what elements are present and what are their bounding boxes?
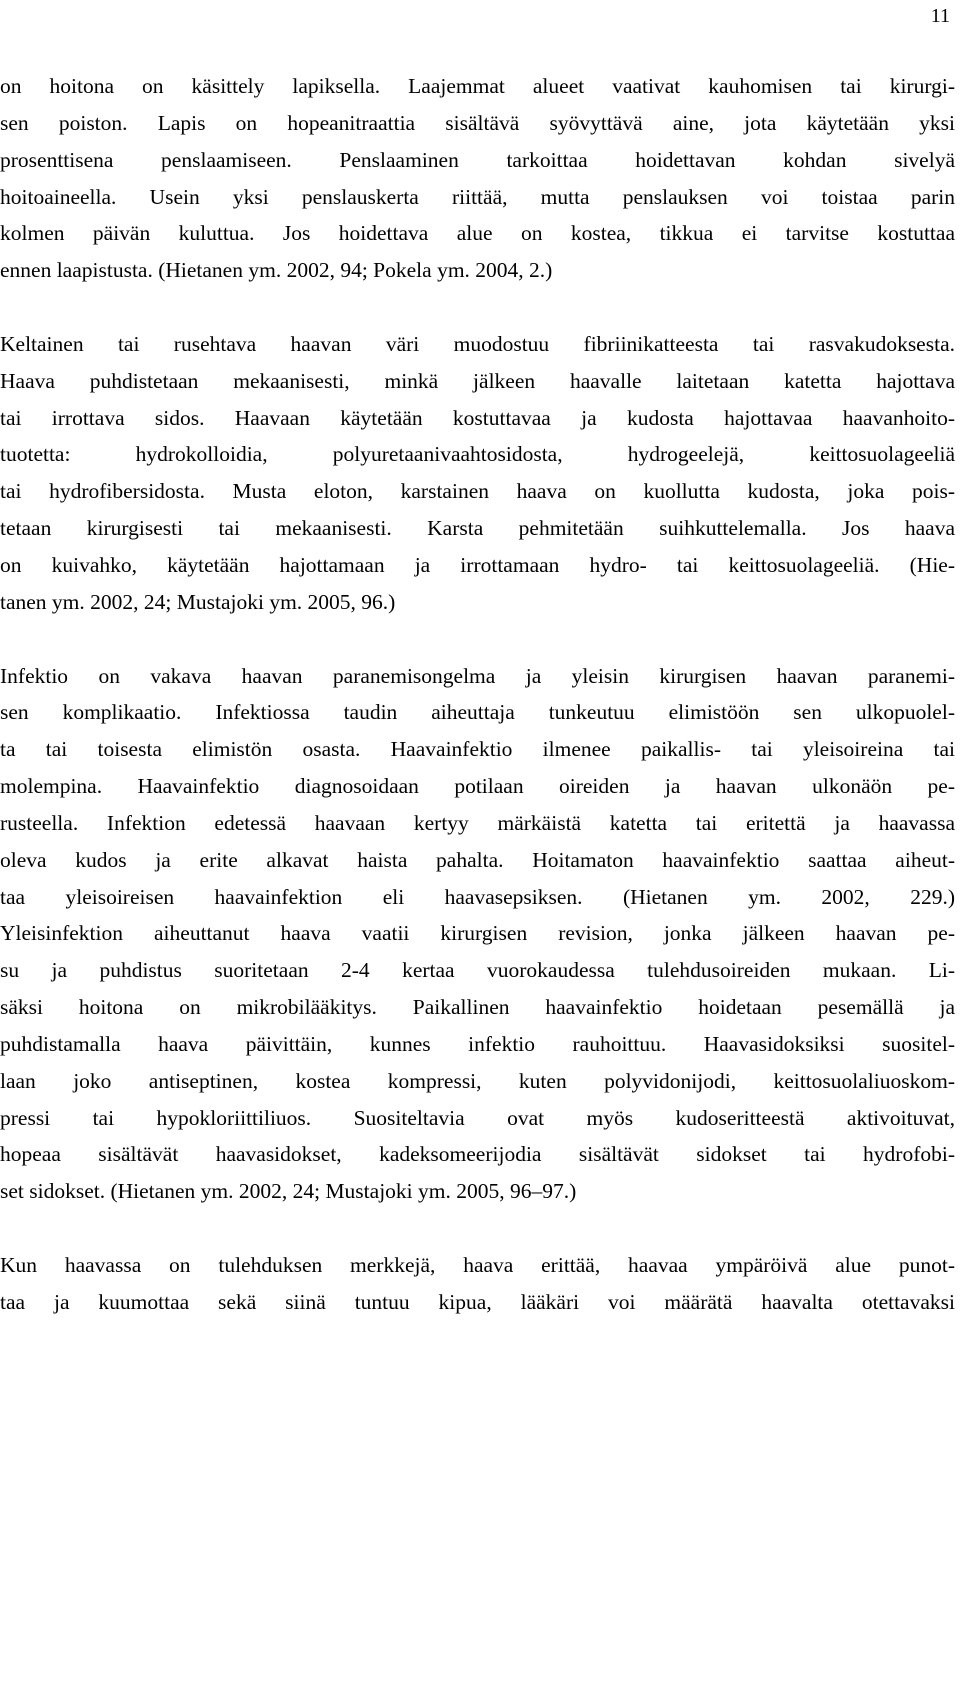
text-line: pressi tai hypokloriittiliuos. Suositeltavia ovat myös kudoseritteestä aktivoituvat, — [0, 1105, 955, 1130]
paragraph-infection-signs — [0, 1247, 955, 1321]
paragraph-yellow-black-wound — [0, 326, 955, 621]
document-body — [0, 68, 955, 1321]
text-line: tetaan kirurgisesti tai mekaanisesti. Karsta pehmitetään suihkuttelemalla. Jos haava — [0, 516, 955, 541]
text-line: sen komplikaatio. Infektiossa taudin aiheuttaja tunkeutuu elimistöön sen ulkopuolel- — [0, 700, 955, 725]
text-line: prosenttisena penslaamiseen. Penslaaminen tarkoittaa hoidettavan kohdan sivelyä — [0, 147, 955, 172]
text-line: su ja puhdistus suoritetaan 2-4 kertaa vuorokaudessa tulehdusoireiden mukaan. Li- — [0, 958, 955, 983]
text-line: molempina. Haavainfektio diagnosoidaan potilaan oireiden ja haavan ulkonäön pe- — [0, 774, 955, 799]
page-number: 11 — [930, 5, 950, 27]
text-line: sen poiston. Lapis on hopeanitraattia sisältävä syövyttävä aine, jota käytetään yksi — [0, 110, 955, 135]
text-line: kolmen päivän kuluttua. Jos hoidettava alue on kostea, tikkua ei tarvitse kostuttaa — [0, 221, 955, 246]
text-line: puhdistamalla haava päivittäin, kunnes infektio rauhoittuu. Haavasidoksiksi suositel- — [0, 1031, 955, 1056]
text-line: tai hydrofibersidosta. Musta eloton, karstainen haava on kuollutta kudosta, joka pois- — [0, 479, 955, 504]
text-line: Kun haavassa on tulehduksen merkkejä, haava erittää, haavaa ympäröivä alue punot- — [0, 1253, 955, 1277]
text-line: Keltainen tai rusehtava haavan väri muodostuu fibriinikatteesta tai rasvakudoksesta. — [0, 331, 955, 356]
text-line: taa yleisoireisen haavainfektion eli haavasepsiksen. (Hietanen ym. 2002, 229.) — [0, 884, 955, 909]
paragraph-lapis-treatment — [0, 68, 955, 289]
text-line: set sidokset. (Hietanen ym. 2002, 24; Mustajoki ym. 2005, 96–97.) — [0, 1179, 577, 1204]
text-line: hoitoaineella. Usein yksi penslauskerta riittää, mutta penslauksen voi toistaa parin — [0, 184, 955, 209]
paragraph-wound-infection — [0, 658, 955, 1211]
text-line: on kuivahko, käytetään hajottamaan ja irrottamaan hydro- tai keittosuolageeliä. (Hie- — [0, 552, 955, 577]
text-line: on hoitona on käsittely lapiksella. Laajemmat alueet vaativat kauhomisen tai kirurgi- — [0, 74, 955, 98]
text-line: laan joko antiseptinen, kostea kompressi, kuten polyvidonijodi, keittosuolaliuoskom- — [0, 1068, 955, 1093]
text-line: taa ja kuumottaa sekä siinä tuntuu kipua, lääkäri voi määrätä haavalta otettavaksi — [0, 1289, 955, 1314]
text-line: rusteella. Infektion edetessä haavaan kertyy märkäistä katetta tai eritettä ja haavassa — [0, 810, 955, 835]
text-line: oleva kudos ja erite alkavat haista pahalta. Hoitamaton haavainfektio saattaa aiheut- — [0, 847, 955, 872]
text-line: hopeaa sisältävät haavasidokset, kadeksomeerijodia sisältävät sidokset tai hydrofobi- — [0, 1142, 955, 1167]
text-line: ennen laapistusta. (Hietanen ym. 2002, 94; Pokela ym. 2004, 2.) — [0, 258, 553, 283]
text-line: säksi hoitona on mikrobilääkitys. Paikallinen haavainfektio hoidetaan pesemällä ja — [0, 995, 955, 1020]
text-line: Yleisinfektion aiheuttanut haava vaatii kirurgisen revision, jonka jälkeen haavan pe- — [0, 921, 955, 946]
text-line: Infektio on vakava haavan paranemisongelma ja yleisin kirurgisen haavan paranemi- — [0, 663, 955, 688]
text-line: Haava puhdistetaan mekaanisesti, minkä jälkeen haavalle laitetaan katetta hajottava — [0, 368, 955, 393]
text-line: tanen ym. 2002, 24; Mustajoki ym. 2005, 96.) — [0, 589, 396, 614]
text-line: tai irrottava sidos. Haavaan käytetään kostuttavaa ja kudosta hajottavaa haavanhoito- — [0, 405, 955, 430]
text-line: ta tai toisesta elimistön osasta. Haavainfektio ilmenee paikallis- tai yleisoireina tai — [0, 737, 955, 762]
text-line: tuotetta: hydrokolloidia, polyuretaanivaahtosidosta, hydrogeelejä, keittosuolageeliä — [0, 442, 955, 467]
